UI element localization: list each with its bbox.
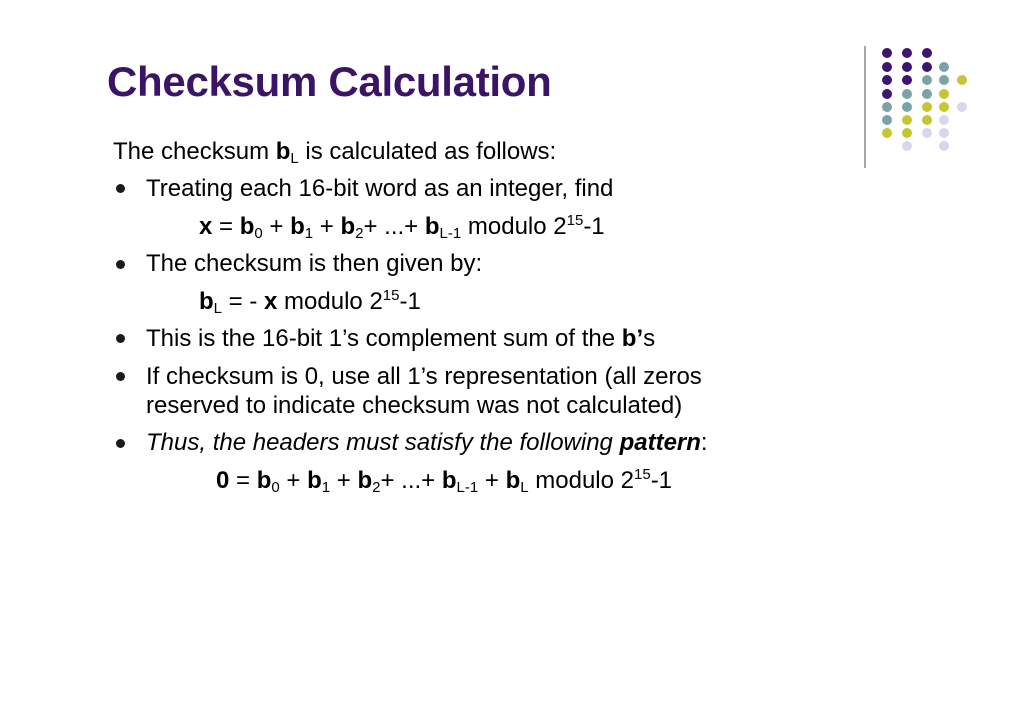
bullet-item-5 bbox=[146, 429, 708, 457]
dot bbox=[882, 48, 892, 58]
dot bbox=[922, 89, 932, 99]
dot bbox=[939, 75, 949, 85]
bullet-item-2: The checksum is then given by: bbox=[146, 250, 483, 277]
equals-minus: = - bbox=[222, 288, 265, 315]
modulo-tail: -1 bbox=[650, 467, 673, 494]
exponent: 15 bbox=[634, 466, 651, 483]
plus: + bbox=[313, 213, 341, 240]
var-b: b’ bbox=[621, 325, 644, 352]
dot bbox=[922, 115, 932, 125]
dot bbox=[902, 48, 912, 58]
equals: = bbox=[212, 213, 240, 240]
dot bbox=[922, 102, 932, 112]
plus: + bbox=[478, 467, 506, 494]
var-b: b bbox=[239, 213, 255, 240]
subscript: 2 bbox=[372, 479, 381, 496]
var-b: b bbox=[424, 213, 440, 240]
equation-x bbox=[199, 213, 605, 241]
dot bbox=[902, 115, 912, 125]
dot bbox=[922, 62, 932, 72]
dot bbox=[922, 128, 932, 138]
bullet-dot bbox=[116, 372, 125, 381]
var-b: b bbox=[441, 467, 457, 494]
plus: + bbox=[262, 213, 291, 240]
var-b: b bbox=[340, 213, 356, 240]
subscript: L bbox=[213, 300, 223, 317]
var-b: b bbox=[505, 467, 521, 494]
subscript: 2 bbox=[355, 225, 364, 242]
intro-text: The checksum bbox=[113, 138, 276, 165]
subscript: 1 bbox=[321, 479, 331, 496]
dot bbox=[957, 102, 967, 112]
dot bbox=[939, 62, 949, 72]
subscript: L-1 bbox=[439, 225, 462, 242]
dot bbox=[939, 128, 949, 138]
var-b: b bbox=[290, 213, 305, 240]
bullet-dot bbox=[116, 260, 125, 269]
checksum-symbol: b bbox=[275, 138, 291, 165]
equation-bl bbox=[199, 288, 421, 316]
dot bbox=[902, 62, 912, 72]
var-b: b bbox=[307, 467, 322, 494]
modulo-text: modulo 2 bbox=[277, 288, 383, 315]
modulo-tail: -1 bbox=[583, 213, 605, 240]
dot bbox=[902, 102, 912, 112]
exponent: 15 bbox=[382, 287, 400, 304]
intro-text-end: is calculated as follows: bbox=[298, 138, 557, 165]
dot bbox=[939, 102, 949, 112]
plus: + bbox=[330, 467, 358, 494]
var-b: b bbox=[256, 467, 272, 494]
bullet-3-text: This is the 16-bit 1’s complement sum of the bbox=[146, 325, 622, 352]
dot bbox=[939, 141, 949, 151]
exponent: 15 bbox=[566, 212, 584, 229]
title-divider bbox=[864, 46, 866, 168]
subscript: 1 bbox=[304, 225, 314, 242]
subscript: 0 bbox=[271, 479, 280, 496]
dot bbox=[882, 89, 892, 99]
bullet-3-text-end: s bbox=[643, 325, 656, 352]
dot bbox=[902, 75, 912, 85]
colon: : bbox=[700, 429, 708, 456]
subscript: L-1 bbox=[456, 479, 479, 496]
bullet-dot bbox=[116, 184, 125, 193]
var-b: b bbox=[199, 288, 214, 315]
dot bbox=[939, 89, 949, 99]
subscript: L bbox=[290, 150, 299, 167]
pattern-word: pattern bbox=[619, 429, 701, 456]
dot bbox=[882, 62, 892, 72]
var-x: x bbox=[199, 213, 213, 240]
bullet-dot bbox=[116, 334, 125, 343]
modulo-tail: -1 bbox=[399, 288, 421, 315]
zero: 0 bbox=[216, 467, 230, 494]
var-x: x bbox=[264, 288, 278, 315]
var-b: b bbox=[357, 467, 373, 494]
bullet-item-1: Treating each 16-bit word as an integer, find bbox=[146, 175, 614, 202]
dot bbox=[902, 128, 912, 138]
modulo-text: modulo 2 bbox=[528, 467, 634, 494]
dot bbox=[902, 141, 912, 151]
dot bbox=[882, 115, 892, 125]
modulo-text: modulo 2 bbox=[461, 213, 567, 240]
intro-line bbox=[113, 138, 556, 166]
equals: = bbox=[229, 467, 257, 494]
plus: + bbox=[279, 467, 308, 494]
dot bbox=[882, 75, 892, 85]
decorative-dot-grid bbox=[878, 45, 978, 155]
subscript: 0 bbox=[254, 225, 263, 242]
subscript: L bbox=[520, 479, 529, 496]
dot bbox=[902, 89, 912, 99]
equation-pattern bbox=[216, 467, 672, 495]
dot bbox=[922, 48, 932, 58]
dot bbox=[922, 75, 932, 85]
bullet-item-3 bbox=[146, 325, 655, 353]
bullet-dot bbox=[116, 439, 125, 448]
bullet-item-4-line-2: reserved to indicate checksum was not calculated) bbox=[146, 392, 683, 419]
dot bbox=[882, 102, 892, 112]
slide-title: Checksum Calculation bbox=[107, 58, 552, 105]
bullet-item-4-line-1: If checksum is 0, use all 1’s representation (all zeros bbox=[146, 363, 702, 390]
plus-ellipsis: + ...+ bbox=[363, 213, 425, 240]
dot bbox=[957, 75, 967, 85]
dot bbox=[939, 115, 949, 125]
plus-ellipsis: + ...+ bbox=[380, 467, 442, 494]
bullet-5-text: Thus, the headers must satisfy the following bbox=[146, 429, 620, 456]
dot bbox=[882, 128, 892, 138]
